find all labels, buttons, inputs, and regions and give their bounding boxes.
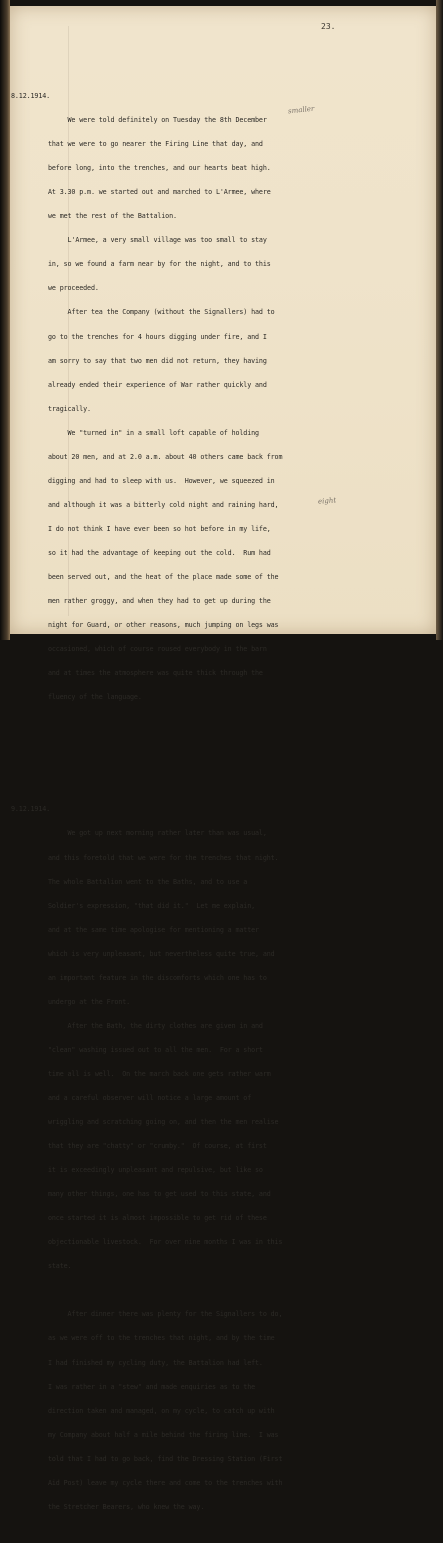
text-line: digging and had to sleep with us. However, we squeezed in: [48, 476, 275, 485]
text-line: it is exceedingly unpleasant and repulsive, but like so: [48, 1166, 263, 1175]
diary-text: [11, 68, 428, 1543]
text-line: am sorry to say that two men did not return, they having: [48, 356, 267, 365]
text-line: and at the same time apologise for mentioning a matter: [48, 925, 259, 934]
text-line: We "turned in" in a small loft capable of holding: [48, 428, 259, 437]
text-line: in, so we found a farm near by for the night, and to this: [48, 260, 271, 269]
text-line: many other things, one has to get used to this state, and: [48, 1190, 271, 1199]
text-line: fluency of the language.: [48, 693, 142, 702]
text-line: occasioned, which of course roused everybody in the barn: [48, 645, 267, 654]
text-line: night for Guard, or other reasons, much jumping on legs was: [48, 621, 279, 630]
text-line: After tea the Company (without the Signallers) had to: [48, 308, 275, 317]
text-line: undergo at the Front.: [48, 997, 131, 1006]
text-line: Soldier's expression, "that did it." Let me explain,: [48, 901, 256, 910]
text-line: tragically.: [48, 404, 91, 413]
text-line: about 20 men, and at 2.0 a.m. about 40 others came back from: [48, 452, 283, 461]
text-line: "clean" washing issued out to all the men. For a short: [48, 1045, 263, 1054]
handwritten-annotation: eight: [317, 496, 337, 506]
text-line: go to the trenches for 4 hours digging under fire, and I: [48, 332, 267, 341]
text-line: state.: [48, 1262, 72, 1271]
text-line: already ended their experience of War rather quickly and: [48, 380, 267, 389]
text-line: I had finished my cycling duty, the Battalion had left.: [48, 1358, 263, 1367]
page-right-edge: [436, 0, 443, 640]
entry-date: 8.12.1914.: [11, 92, 51, 101]
text-line: We got up next morning rather later than was usual,: [48, 829, 267, 838]
text-line: I do not think I have ever been so hot before in my life,: [48, 524, 271, 533]
blank-line: [48, 741, 428, 749]
text-line: so it had the advantage of keeping out the cold. Rum had: [48, 548, 271, 557]
diary-entry: [11, 92, 428, 717]
text-line: and although it was a bitterly cold night and raining hard,: [48, 500, 279, 509]
page-number: 23.: [321, 22, 336, 31]
text-line: direction taken and managed, on my cycle, to catch up with: [48, 1406, 275, 1415]
text-line: After the Bath, the dirty clothes are given in and: [48, 1021, 263, 1030]
text-line: men rather groggy, and when they had to get up during the: [48, 597, 271, 606]
text-line: I was rather in a "stew" and made enquiries as to the: [48, 1382, 256, 1391]
diary-entry: [11, 805, 428, 1526]
text-line: that we were to go nearer the Firing Line that day, and: [48, 140, 263, 149]
text-line: The whole Battalion went to the Baths, and to use a: [48, 877, 248, 886]
text-line: we proceeded.: [48, 284, 99, 293]
text-line: and this foretold that we were for the trenches that night.: [48, 853, 279, 862]
text-line: and a careful observer will notice a large amount of: [48, 1094, 252, 1102]
text-line: After dinner there was plenty for the Signallers to do,: [48, 1310, 283, 1319]
document-page: [10, 6, 436, 1511]
text-line: which is very unpleasant, but nevertheless quite true, and: [48, 949, 275, 958]
text-line: that they are "chatty" or "crumby." Of course, at first: [48, 1142, 267, 1151]
entry-date: 9.12.1914.: [11, 805, 51, 814]
text-line: an important feature in the discomforts which one has to: [48, 973, 267, 982]
text-line: before long, into the trenches, and our hearts beat high.: [48, 164, 271, 173]
blank-line: [48, 765, 428, 773]
text-line: and at times the atmosphere was quite thick through the: [48, 669, 263, 678]
text-line: L'Armee, a very small village was too small to stay: [48, 236, 267, 245]
text-line: We were told definitely on Tuesday the 8th December: [48, 116, 267, 125]
text-line: been served out, and the heat of the place made some of the: [48, 572, 279, 581]
text-line: [48, 1286, 428, 1294]
text-line: as we were off to the trenches that night, and by the time: [48, 1334, 275, 1343]
text-line: objectionable livestock. For over nine months I was in this: [48, 1238, 283, 1247]
text-line: the Stretcher Bearers, who knew the way.: [48, 1502, 205, 1511]
handwritten-annotation: smaller: [287, 104, 315, 116]
book-binding-edge: [0, 0, 10, 640]
text-line: we met the rest of the Battalion.: [48, 212, 177, 221]
text-line: At 3.30 p.m. we started out and marched to L'Armee, where: [48, 188, 271, 197]
text-line: my Company about half a mile behind the firing line. I was: [48, 1430, 279, 1439]
text-line: once started it is almost impossible to get rid of these: [48, 1214, 267, 1223]
text-line: told that I had to go back, find the Dressing Station (First: [48, 1454, 283, 1463]
text-line: Aid Post) leave my cycle there and come to the trenches with: [48, 1478, 283, 1487]
text-line: wriggling and scratching going on, and then the men realise: [48, 1118, 279, 1127]
text-line: time all is well. On the march back one gets rather warm: [48, 1069, 271, 1078]
